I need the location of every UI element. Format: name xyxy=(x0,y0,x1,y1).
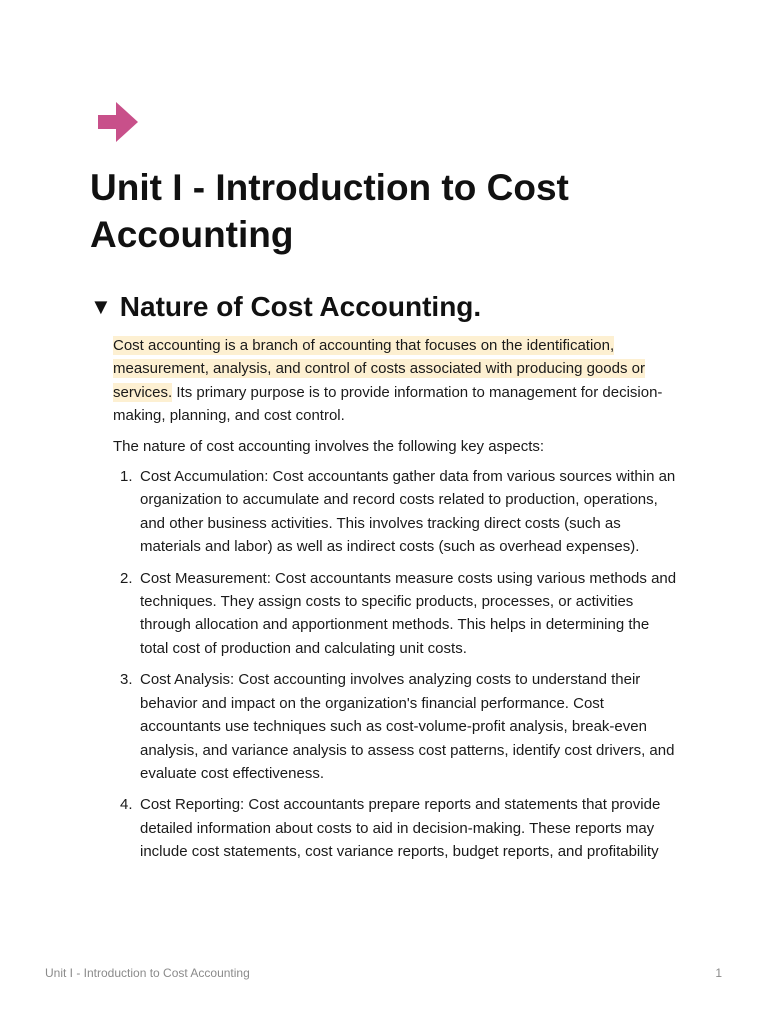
right-arrow-icon xyxy=(96,100,140,144)
list-item-number: 4. xyxy=(120,796,133,814)
lead-in-paragraph: The nature of cost accounting involves the following key aspects: xyxy=(113,437,545,455)
section-content xyxy=(113,334,679,872)
list-item xyxy=(113,793,679,863)
intro-text: Its primary purpose is to provide information to management for decision-making, planning, and cost control. xyxy=(113,383,663,425)
highlighted-text: Cost accounting is a branch of accounting that focuses on the identification, measurement, analysis, and control of costs associated with producing goods or services. xyxy=(113,337,645,401)
list-item-text: Cost Measurement: Cost accountants measure costs using various methods and techniques. They assign costs to specific products, processes, or activities through allocation and apportionment methods. This helps in determining the total cost of production and calculating unit costs. xyxy=(140,569,677,657)
list-item-text: Cost Reporting: Cost accountants prepare reports and statements that provide detailed information about costs to aid in decision-making. These reports may include cost statements, cost variance reports, budget reports, and profitability xyxy=(140,796,661,861)
list-item xyxy=(113,465,679,559)
footer-page-number: 1 xyxy=(715,966,722,980)
section-heading-text: Nature of Cost Accounting. xyxy=(119,291,482,322)
list-item xyxy=(113,668,679,785)
list-item-number: 2. xyxy=(120,569,133,587)
toggle-triangle-icon[interactable]: ▼ xyxy=(90,294,112,319)
list-item-text: Cost Accumulation: Cost accountants gather data from various sources within an organization to accumulate and record costs related to production, operations, and other business activities. This involves tracking direct costs (such as materials and labor) as well as indirect costs (such as overhead expenses). xyxy=(140,468,676,556)
list-item-number: 1. xyxy=(120,468,133,486)
intro-paragraph xyxy=(113,334,679,428)
footer-title: Unit I - Introduction to Cost Accounting xyxy=(45,966,250,980)
section-heading-toggle[interactable] xyxy=(90,288,481,326)
page-title: Unit I - Introduction to Cost Accounting xyxy=(90,167,569,255)
list-item-text: Cost Analysis: Cost accounting involves analyzing costs to understand their behavior and impact on the organization's financial performance. Cost accountants use techniques such as cost-volume-profit analysis, break-even analysis, and variance analysis to assess cost patterns, identify cost drivers, and evaluate cost effectiveness. xyxy=(140,671,675,782)
list-item-number: 3. xyxy=(120,671,133,689)
list-item xyxy=(113,567,679,661)
aspect-list xyxy=(113,465,679,864)
